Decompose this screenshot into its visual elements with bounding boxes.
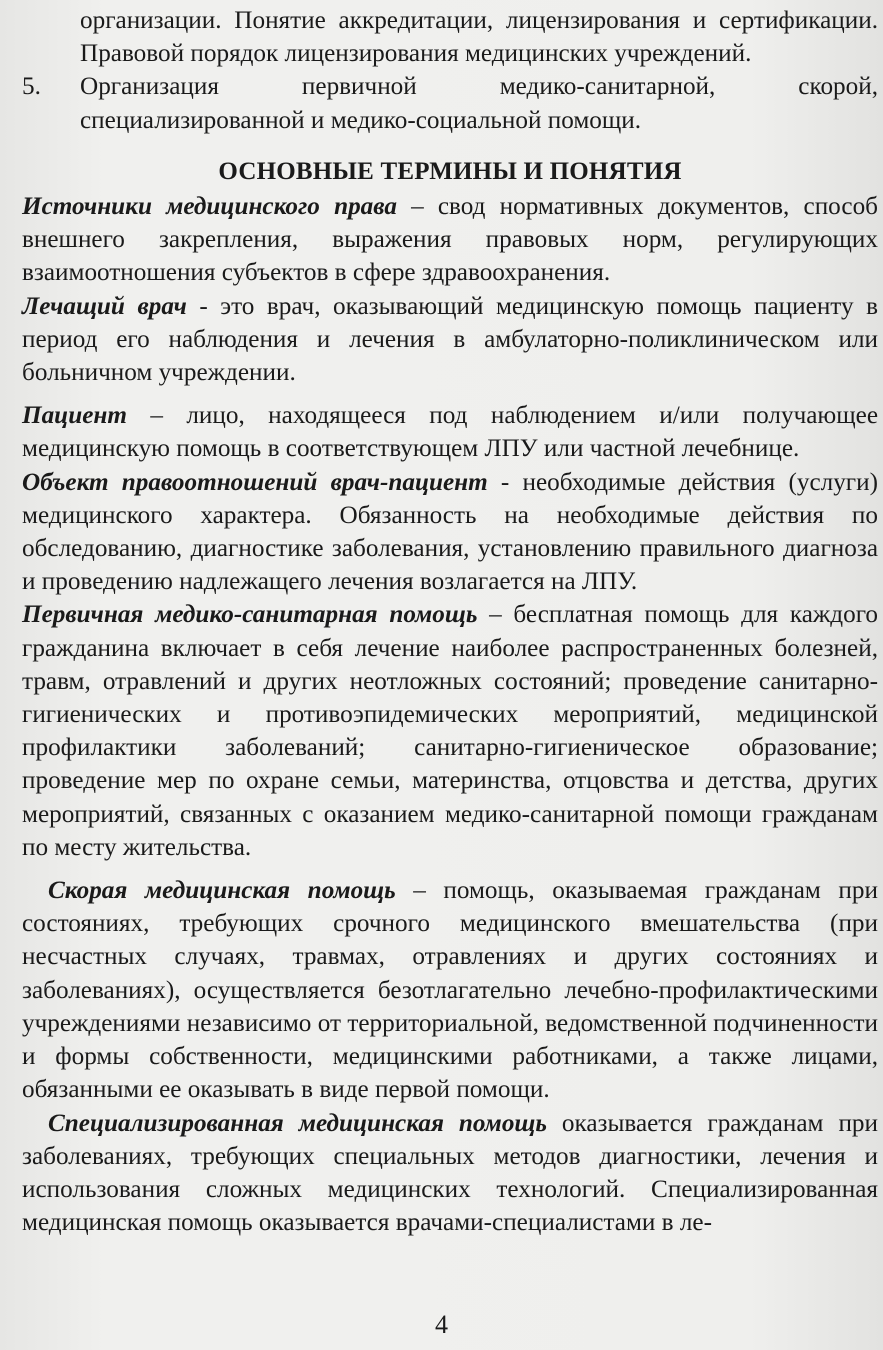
list-item-text: Организация первичной медико-санитарной, скорой, специализированной и медико-социальной помощи.: [80, 73, 878, 134]
definition-paragraph: [22, 1107, 878, 1240]
definition-term: Лечащий врач: [22, 292, 187, 320]
definition-text: – помощь, оказываемая гражданам при состояниях, требующих срочного медицинского вмешательства (при несчастных случаях, травмах, отравлениях и других состояниях и заболеваниях), осуществляется безотлагательно лечебно-профилактическими учреждениями независимо от территориальной, ведомственной подчиненности и формы собственности, медицинскими работниками, а также лицами, обязанными ее оказывать в виде первой помощи.: [22, 877, 878, 1104]
definition-term: Объект правоотношений врач-пациент: [22, 468, 488, 496]
definition-text: оказывается гражданам при заболеваниях, требующих специальных методов диагностики, лечения и использования сложных медицинских технологий. Специализированная медицинская помощь оказывается врачами-специалистами в ле-: [22, 1109, 878, 1237]
definition-term: Скорая медицинская помощь: [48, 877, 396, 905]
definition-paragraph: [22, 466, 878, 599]
definition-paragraph: [22, 874, 878, 1106]
definition-text: – свод нормативных документов, способ внешнего закрепления, выражения правовых норм, регулирующих взаимоотношения субъектов в сфере здравоохранения.: [22, 193, 878, 287]
definition-text: – бесплатная помощь для каждого гражданина включает в себя лечение наиболее распространенных болезней, травм, отравлений и других неотложных состояний; проведение санитарно-гигиенических и противоэпидемических мероприятий, медицинской профилактики заболеваний; санитарно-гигиеническое образование; проведение мер по охране семьи, материнства, отцовства и детства, других мероприятий, связанных с оказанием медико-санитарной помощи гражданам по месту жительства.: [22, 601, 878, 861]
list-item-continuation: организации. Понятие аккредитации, лицензирования и сертификации. Правовой порядок лицензирования медицинских учреждений.: [80, 7, 878, 68]
definition-text: - необходимые действия (услуги) медицинского характера. Обязанность на необходимые действия по обследованию, диагностике заболевания, установлению правильного диагноза и проведению надлежащего лечения возлагается на ЛПУ.: [22, 468, 878, 596]
section-heading: ОСНОВНЫЕ ТЕРМИНЫ И ПОНЯТИЯ: [218, 157, 682, 185]
definition-paragraph: [22, 290, 878, 390]
list-item-5: [22, 70, 878, 136]
page-number: 4: [435, 1310, 448, 1339]
definition-text: – лицо, находящееся под наблюдением и/или получающее медицинскую помощь в соответствующем ЛПУ или частной лечебнице.: [22, 402, 878, 463]
definition-paragraph: [22, 190, 878, 290]
definition-term: Пациент: [22, 402, 127, 430]
definition-text: - это врач, оказывающий медицинскую помощь пациенту в период его наблюдения и лечения в амбулаторно-поликлиническом или больничном учреждении.: [22, 292, 878, 387]
definition-paragraph: [22, 399, 878, 465]
definition-term: Источники медицинского права: [22, 193, 397, 221]
list-item-number: 5.: [22, 73, 41, 101]
page-text: [22, 4, 878, 1239]
definition-term: Первичная медико-санитарная помощь: [22, 601, 478, 629]
definition-term: Специализированная медицинская помощь: [48, 1109, 547, 1137]
definition-paragraph: [22, 598, 878, 864]
